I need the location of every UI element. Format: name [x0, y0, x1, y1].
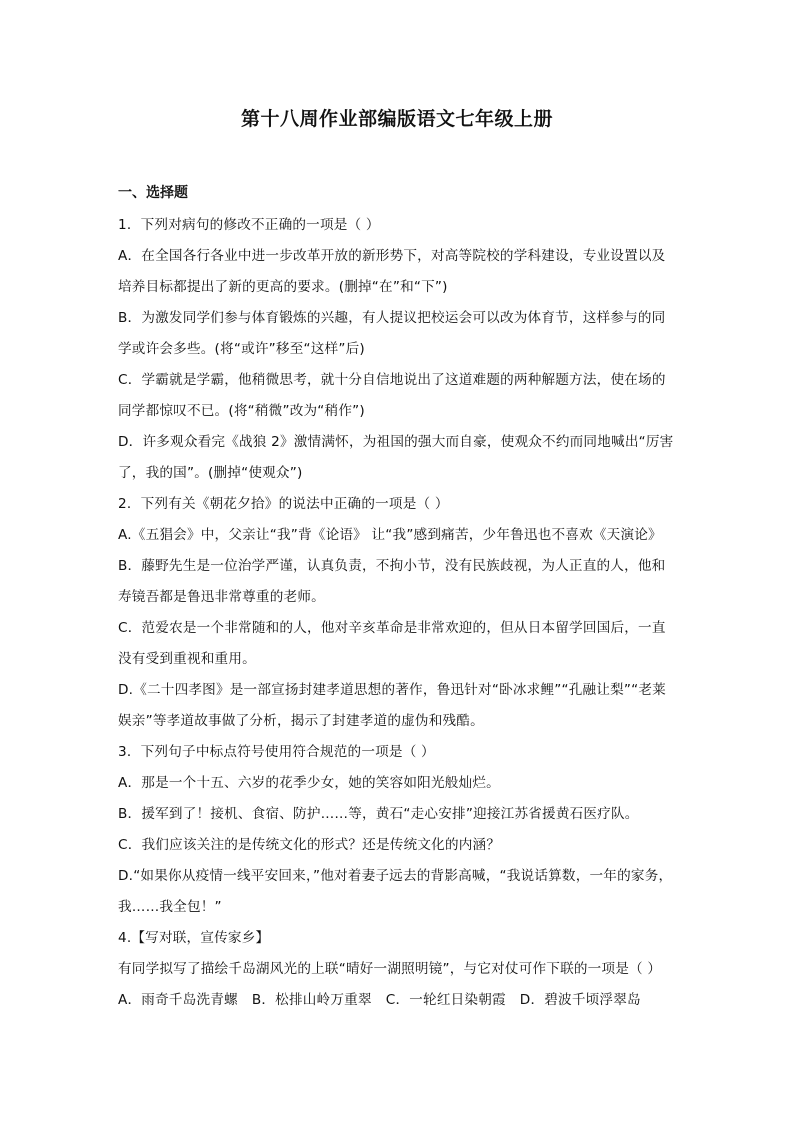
q2-option-d: D.《二十四孝图》是一部宣扬封建孝道思想的著作，鲁迅针对“卧冰求鲤”“孔融让梨”“老莱: [118, 682, 666, 698]
q4-stem: 有同学拟写了描绘千岛湖风光的上联“晴好一湖照明镜”，与它对仗可作下联的一项是（ ）: [118, 961, 662, 977]
q4-options: [118, 985, 678, 1016]
q2-option-c: C．范爱农是一个非常随和的人，他对辛亥革命是非常欢迎的，但从日本留学回国后，一直: [118, 620, 666, 636]
q1-option-b: B．为激发同学们参与体育锻炼的兴趣，有人提议把校运会可以改为体育节，这样参与的同: [118, 310, 666, 326]
q3-option-c: C．我们应该关注的是传统文化的形式？还是传统文化的内涵？: [118, 837, 501, 853]
q1-option-b-cont: 学或许会多些。(将“或许”移至“这样”后): [118, 341, 365, 357]
page-title: 第十八周作业部编版语文七年级上册: [240, 108, 553, 130]
q1-option-a-cont: 培养目标都提出了新的更高的要求。(删掉“在”和“下”): [118, 279, 448, 295]
q1-option-c: C．学霸就是学霸，他稍微思考，就十分自信地说出了这道难题的两种解题方法，使在场的: [118, 372, 666, 388]
q4-option-a: A．雨奇千岛洗青螺: [118, 992, 238, 1008]
q2-option-b: B．藤野先生是一位治学严谨，认真负责，不拘小节，没有民族歧视，为人正直的人，他和: [118, 558, 666, 574]
q1-stem: 1．下列对病句的修改不正确的一项是（ ）: [118, 217, 380, 233]
q2-option-c-cont: 没有受到重视和重用。: [118, 651, 256, 667]
q3-option-b: B．援军到了！接机、食宿、防护……等，黄石“走心安排”迎接江苏省援黄石医疗队。: [118, 806, 639, 822]
q2-option-b-cont: 寿镜吾都是鲁迅非常尊重的老师。: [118, 589, 325, 605]
q3-option-d: D.“如果你从疫情一线平安回来，”他对着妻子远去的背影高喊，“我说话算数，一年的家务，: [118, 868, 673, 884]
q4-option-d: D．碧波千顷浮翠岛: [519, 992, 641, 1008]
q2-stem: 2．下列有关《朝花夕拾》的说法中正确的一项是（ ）: [118, 496, 449, 512]
q3-stem: 3．下列句子中标点符号使用符合规范的一项是（ ）: [118, 744, 435, 760]
section-heading: 一、选择题: [118, 185, 188, 201]
q4-heading: 4.【写对联，宣传家乡】: [118, 930, 270, 946]
q1-option-c-cont: 同学都惊叹不已。(将“稍微”改为“稍作”): [118, 403, 365, 419]
question-content: [118, 180, 678, 1016]
q1-option-d-cont: 了，我的国”。(删掉“使观众”): [118, 465, 303, 481]
q1-option-a: A．在全国各行各业中进一步改革开放的新形势下，对高等院校的学科建设，专业设置以及: [118, 248, 666, 264]
q2-option-d-cont: 娱亲”等孝道故事做了分析，揭示了封建孝道的虚伪和残酷。: [118, 713, 484, 729]
q3-option-a: A．那是一个十五、六岁的花季少女，她的笑容如阳光般灿烂。: [118, 775, 500, 791]
q4-option-b: B．松排山岭万重翠: [251, 992, 372, 1008]
q4-option-c: C．一轮红日染朝霞: [385, 992, 506, 1008]
q3-option-d-cont: 我……我全包！”: [118, 899, 222, 915]
q2-option-a: A.《五猖会》中，父亲让“我”背《论语》 让“我”感到痛苦，少年鲁迅也不喜欢《天演论》: [118, 527, 662, 543]
q1-option-d: D．许多观众看完《战狼 2》激情满怀，为祖国的强大而自豪，使观众不约而同地喊出“厉害: [118, 434, 674, 450]
